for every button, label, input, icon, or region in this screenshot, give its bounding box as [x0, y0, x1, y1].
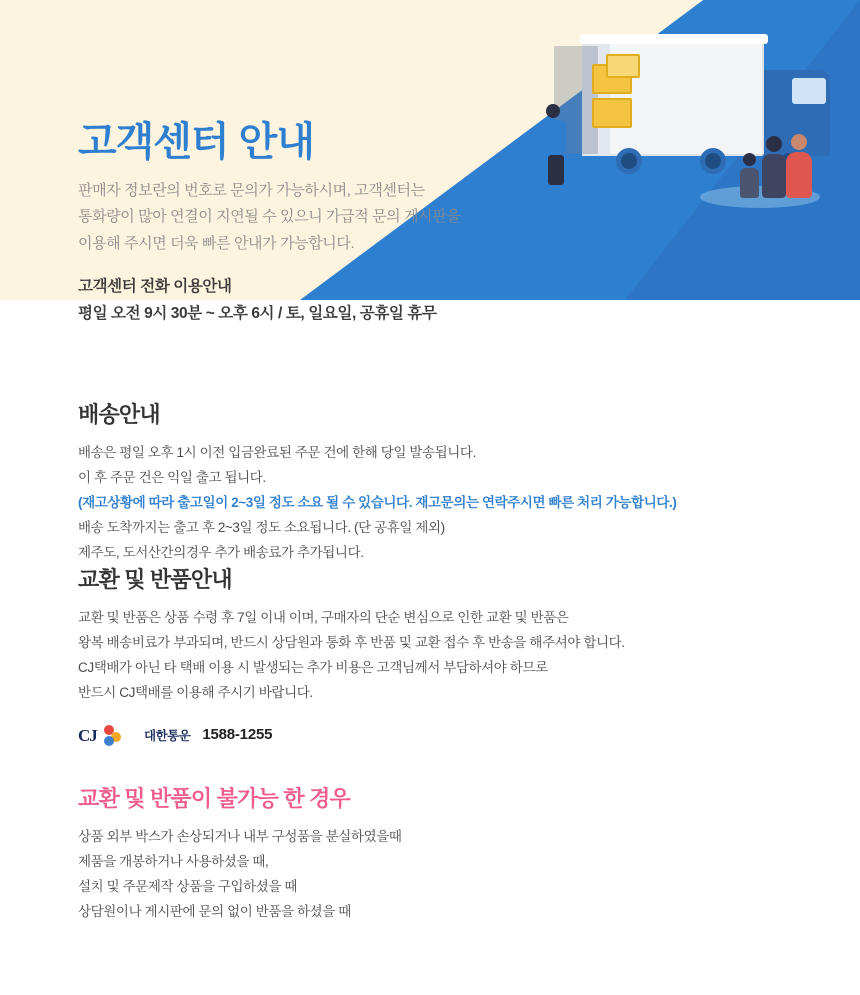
cj-logo-text: CJ [78, 725, 97, 745]
non-refundable-section [78, 782, 798, 925]
call-center-hours [78, 273, 598, 327]
delivery-line: 배송 도착까지는 출고 후 2~3일 정도 소요됩니다. (단 공휴일 제외) [78, 519, 445, 535]
cj-logo-icon [78, 724, 136, 746]
hero-description [78, 178, 598, 257]
truck-roof-icon [580, 34, 768, 44]
truck-wheel-icon [616, 148, 642, 174]
exchange-line: 반드시 CJ택배를 이용해 주시기 바랍니다. [78, 684, 313, 700]
exchange-return-section [78, 563, 798, 746]
exchange-line: CJ택배가 아닌 타 택배 이용 시 발생되는 추가 비용은 고객님께서 부담하셔야 하므로 [78, 659, 548, 675]
parcel-box-icon [606, 54, 640, 78]
courier-name: 대한통운 [144, 728, 191, 743]
non-refundable-section-title: 교환 및 반품이 불가능 한 경우 [78, 786, 350, 811]
hero-banner [0, 0, 860, 322]
adult-icon [786, 134, 812, 198]
delivery-line-highlight: (재고상황에 따라 출고일이 2~3일 정도 소요 될 수 있습니다. 재고문의는 연락주시면 빠른 처리 가능합니다.) [78, 494, 677, 510]
hero-desc-line: 통화량이 많아 연결이 지연될 수 있으니 가급적 문의 게시판을 [78, 208, 461, 226]
adult-icon [762, 136, 786, 198]
delivery-line: 배송은 평일 오후 1시 이전 입금완료된 주문 건에 한해 당일 발송됩니다. [78, 445, 476, 460]
non-refundable-line: 상담원이나 게시판에 문의 없이 반품을 하셨을 때 [78, 903, 351, 919]
hero-desc-line: 이용해 주시면 더욱 빠른 안내가 가능합니다. [78, 234, 355, 252]
delivery-line: 이 후 주문 건은 익일 출고 됩니다. [78, 469, 266, 485]
parcel-box-icon [592, 98, 632, 128]
customer-family-icon [728, 96, 828, 206]
truck-wheel-icon [700, 148, 726, 174]
delivery-line: 제주도, 도서산간의경우 추가 배송료가 추가됩니다. [78, 544, 364, 560]
call-center-hours-heading: 고객센터 전화 이용안내 [78, 277, 232, 295]
courier-contact-row [78, 724, 798, 746]
delivery-section [78, 398, 798, 566]
call-center-hours-value: 평일 오전 9시 30분 ~ 오후 6시 / 토, 일요일, 공휴일 휴무 [78, 304, 437, 322]
exchange-line: 왕복 배송비료가 부과되며, 반드시 상담원과 통화 후 반품 및 교환 접수 후 반송을 해주셔야 합니다. [78, 634, 625, 650]
child-icon [740, 153, 759, 198]
delivery-section-title: 배송안내 [78, 402, 160, 427]
non-refundable-line: 설치 및 주문제작 상품을 구입하셨을 때 [78, 878, 298, 894]
page-title: 고객센터 안내 [78, 120, 314, 164]
cj-logo-dot-blue [104, 736, 114, 746]
courier-phone-number: 1588-1255 [202, 726, 273, 744]
exchange-section-title: 교환 및 반품안내 [78, 567, 232, 592]
hero-desc-line: 판매자 정보란의 번호로 문의가 가능하시며, 고객센터는 [78, 182, 425, 199]
non-refundable-line: 제품을 개봉하거나 사용하셨을 때, [78, 853, 269, 869]
hero-text-block [78, 120, 598, 327]
non-refundable-line: 상품 외부 박스가 손상되거나 내부 구성품을 분실하였을때 [78, 829, 402, 844]
exchange-line: 교환 및 반품은 상품 수령 후 7일 이내 이며, 구매자의 단순 변심으로 인한 교환 및 반품은 [78, 610, 569, 625]
